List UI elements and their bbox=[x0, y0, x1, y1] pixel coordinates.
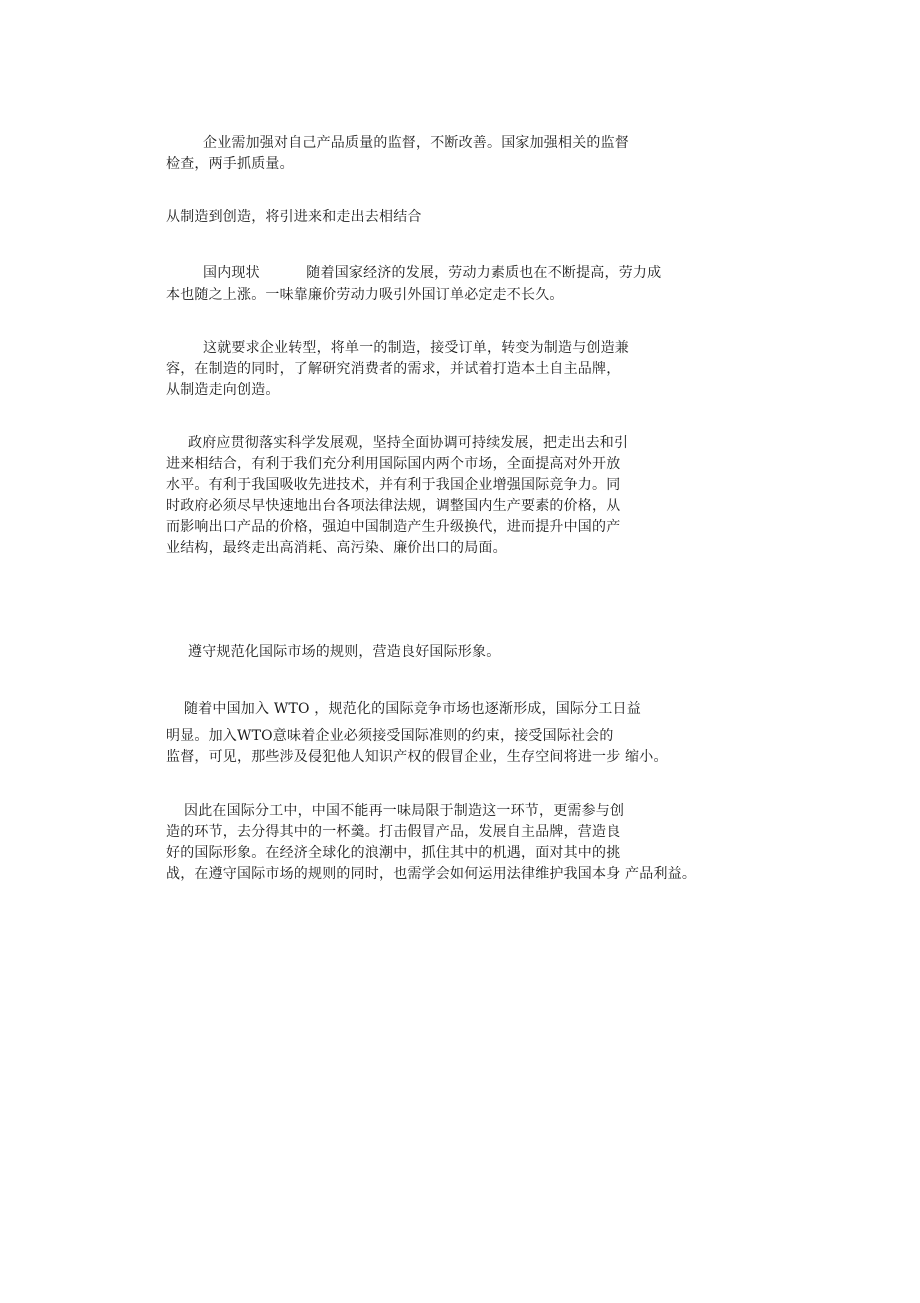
text-line: 监督，可见，那些涉及侵犯他人知识产权的假冒企业，生存空间将进一步 缩小。 bbox=[166, 749, 668, 765]
section-heading: 遵守规范化国际市场的规则，营造良好国际形象。 bbox=[188, 644, 501, 660]
text-line: 随着中国加入 WTO ，规范化的国际竞争市场也逐渐形成，国际分工日益 bbox=[184, 701, 641, 717]
text-line: 检查，两手抓质量。 bbox=[166, 156, 294, 172]
text-line: 业结构，最终走出高消耗、高污染、廉价出口的局面。 bbox=[166, 540, 507, 556]
text-line: 本也随之上涨。一味靠廉价劳动力吸引外国订单必定走不长久。 bbox=[166, 287, 564, 303]
text-line: 企业需加强对自己产品质量的监督，不断改善。国家加强相关的监督 bbox=[203, 135, 629, 151]
text-line: 容，在制造的同时，了解研究消费者的需求，并试着打造本土自主品牌， bbox=[166, 361, 621, 377]
text-line: 政府应贯彻落实科学发展观，坚持全面协调可持续发展，把走出去和引 bbox=[188, 435, 629, 451]
text-line: 明显。加入WTO意味着企业必须接受国际准则的约束，接受国际社会的 bbox=[166, 728, 614, 744]
text-line: 造的环节，去分得其中的一杯羹。打击假冒产品，发展自主品牌，营造良 bbox=[166, 824, 621, 840]
text-line: 进来相结合，有利于我们充分利用国际国内两个市场，全面提高对外开放 bbox=[166, 456, 621, 472]
text-line: 水平。有利于我国吸收先进技术，并有利于我国企业增强国际竞争力。同 bbox=[166, 477, 621, 493]
text-line: 从制造走向创造。 bbox=[166, 382, 280, 398]
section-heading: 从制造到创造，将引进来和走出去相结合 bbox=[166, 209, 422, 225]
text-line: 这就要求企业转型，将单一的制造，接受订单，转变为制造与创造兼 bbox=[203, 340, 629, 356]
text-line: 国内现状 随着国家经济的发展，劳动力素质也在不断提高，劳力成 bbox=[203, 265, 662, 281]
text-line: 好的国际形象。在经济全球化的浪潮中，抓住其中的机遇，面对其中的挑 bbox=[166, 845, 621, 861]
text-line: 因此在国际分工中，中国不能再一味局限于制造这一环节，更需参与创 bbox=[184, 803, 625, 819]
text-line: 战，在遵守国际市场的规则的同时，也需学会如何运用法律维护我国本身 产品利益。 bbox=[166, 866, 697, 882]
text-line: 而影响出口产品的价格，强迫中国制造产生升级换代，进而提升中国的产 bbox=[166, 519, 621, 535]
text-line: 时政府必须尽早快速地出台各项法律法规，调整国内生产要素的价格，从 bbox=[166, 498, 621, 514]
